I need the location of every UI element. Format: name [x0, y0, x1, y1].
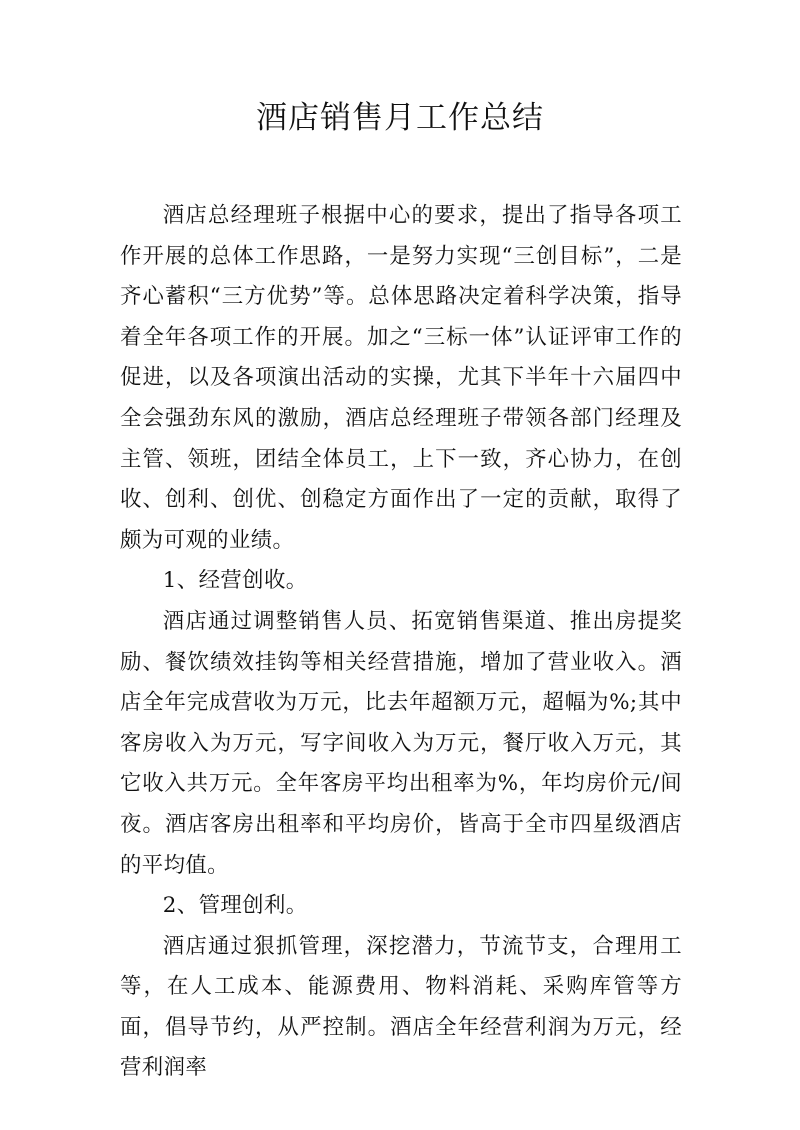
document-title: 酒店销售月工作总结 — [256, 100, 544, 136]
revenue-paragraph: 酒店通过调整销售人员、拓宽销售渠道、推出房提奖励、餐饮绩效挂钩等相关经营措施，增加了营业收入。酒店全年完成营收为万元，比去年超额万元，超幅为%;其中客房收入为万元，写字间收入为万元，餐厅收入万元，其它收入共万元。全年客房平均出租率为%，年均房价元/间夜。酒店客房出租率和平均房价，皆高于全市四星级酒店的平均值。 — [120, 608, 682, 878]
intro-paragraph: 酒店总经理班子根据中心的要求，提出了指导各项工作开展的总体工作思路，一是努力实现“三创目标”，二是齐心蓄积“三方优势”等。总体思路决定着科学决策，指导着全年各项工作的开展。加之“三标一体”认证评审工作的促进，以及各项演出活动的实操，尤其下半年十六届四中全会强劲东风的激励，酒店总经理班子带领各部门经理及主管、领班，团结全体员工，上下一致，齐心协力，在创收、创利、创优、创稳定方面作出了一定的贡献，取得了颇为可观的业绩。 — [120, 203, 682, 553]
section-heading-revenue: 1、经营创收。 — [162, 568, 308, 594]
section-heading-management: 2、管理创利。 — [162, 893, 308, 919]
document-body — [120, 196, 682, 1089]
management-paragraph: 酒店通过狠抓管理，深挖潜力，节流节支，合理用工等，在人工成本、能源费用、物料消耗、采购库管等方面，倡导节约，从严控制。酒店全年经营利润为万元，经营利润率 — [120, 933, 682, 1081]
